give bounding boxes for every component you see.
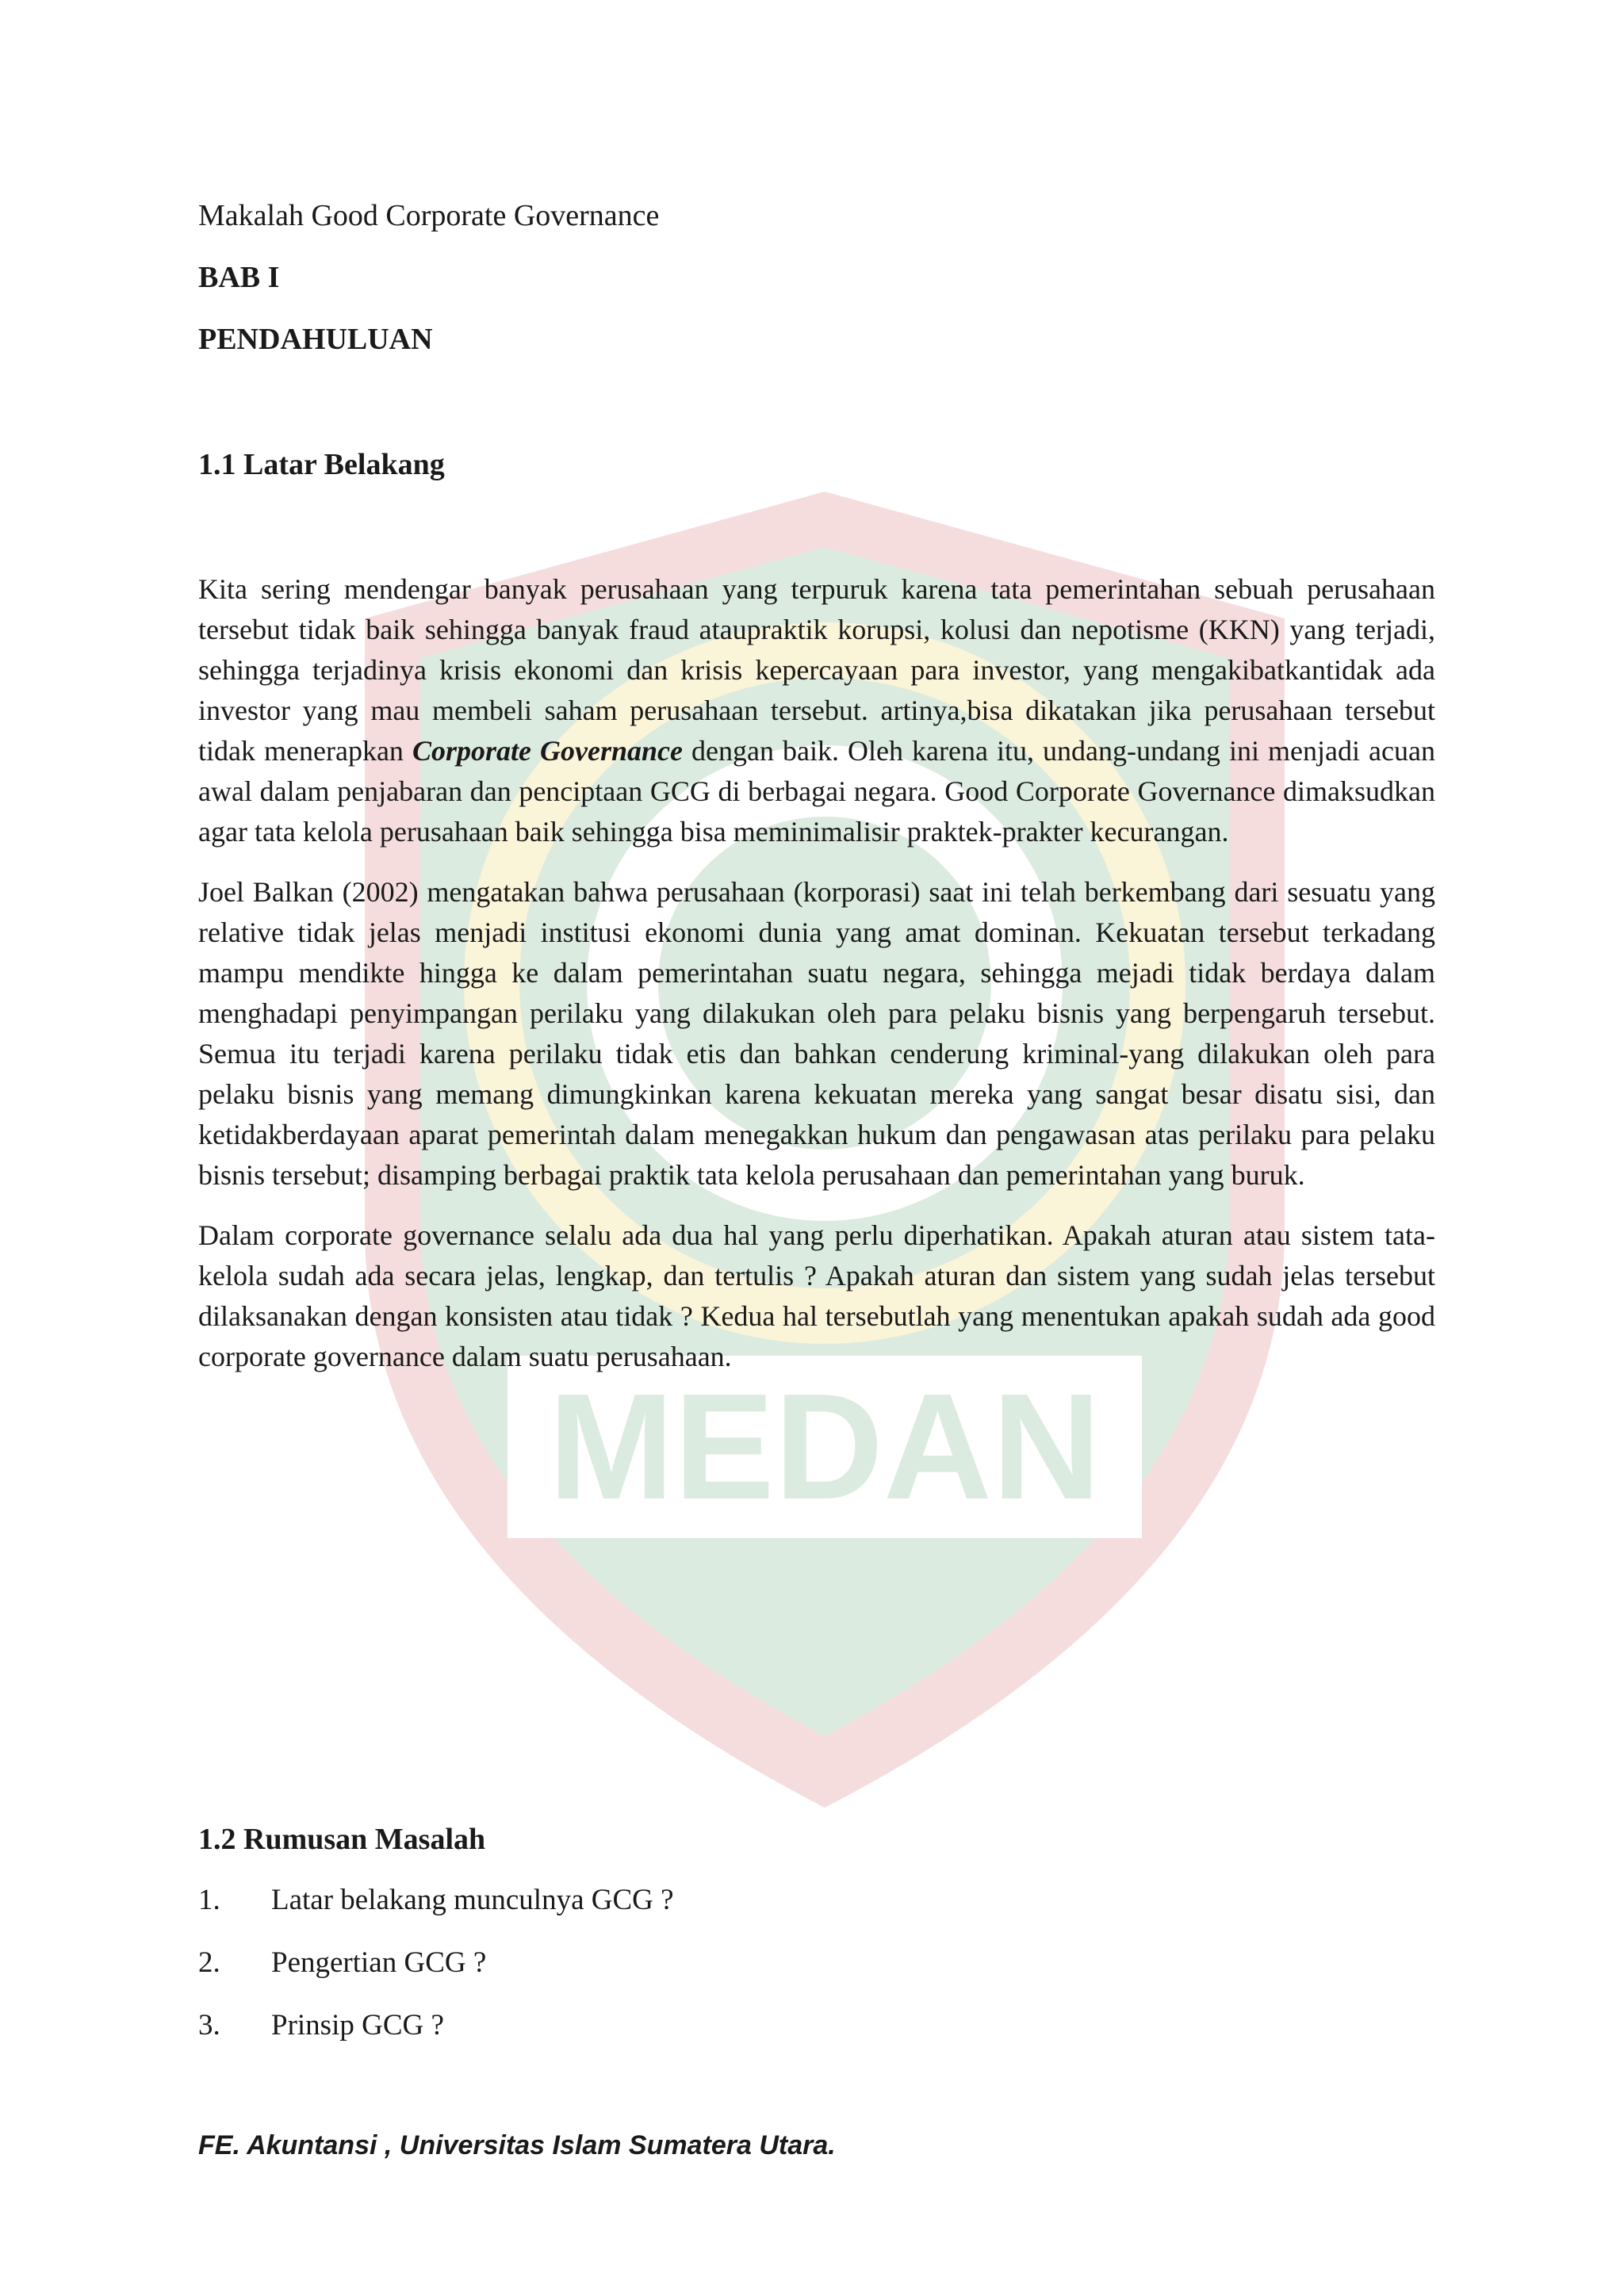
list-item-text: Pengertian GCG ? <box>271 1946 487 1979</box>
list-item-number: 2. <box>198 1946 220 1979</box>
paragraph-background-2: Joel Balkan (2002) mengatakan bahwa perusahaan (korporasi) saat ini telah berkembang dari sesuatu yang relative tidak jelas menjadi institusi ekonomi dunia yang amat dominan. Kekuatan tersebut terkadang mampu mendikte hingga ke dalam pemerintahan suatu negara, sehingga mejadi tidak berdaya dalam menghadapi penyimpangan perilaku yang dilakukan oleh para pelaku bisnis yang berpengaruh tersebut. Semua itu terjadi karena perilaku tidak etis dan bahkan cenderung kriminal-yang dilakukan oleh para pelaku bisnis yang memang dimungkinkan karena kekuatan mereka yang sangat besar disatu sisi, dan ketidakberdayaan aparat pemerintah dalam menegakkan hukum dan pengawasan atas perilaku para pelaku bisnis tersebut; disamping berbagai praktik tata kelola perusahaan dan pemerintahan yang buruk. <box>198 876 1435 1191</box>
list-item-text: Latar belakang munculnya GCG ? <box>271 1884 674 1916</box>
list-item <box>198 1881 674 1944</box>
chapter-title: PENDAHULUAN <box>198 323 433 356</box>
list-item <box>198 1944 674 2007</box>
list-item-number: 3. <box>198 2009 220 2042</box>
list-item <box>198 2007 674 2069</box>
problem-list <box>198 1881 674 2069</box>
section-heading-problem: 1.2 Rumusan Masalah <box>198 1823 486 1856</box>
paragraph-1-text-b: dengan baik. Oleh karena itu, undang-undang ini menjadi acuan awal dalam penjabaran dan penciptaan GCG di berbagai negara. Good Corporate Governance dimaksudkan agar tata kelola perusahaan baik sehingga bisa meminimalisir praktek-prakter kecurangan. <box>198 735 1435 848</box>
paragraph-1-text-a: Kita sering mendengar banyak perusahaan yang terpuruk karena tata pemerintahan sebuah perusahaan tersebut tidak baik sehingga banyak fraud ataupraktik korupsi, kolusi dan nepotisme (KKN) yang terjadi, sehingga terjadinya krisis ekonomi dan krisis kepercayaan para investor, yang mengakibatkantidak ada investor yang mau membeli saham perusahaan tersebut. artinya,bisa dikatakan jika perusahaan tersebut tidak menerapkan <box>198 573 1435 767</box>
document-title: Makalah Good Corporate Governance <box>198 199 660 232</box>
list-item-number: 1. <box>198 1884 220 1916</box>
paragraph-background-3: Dalam corporate governance selalu ada dua hal yang perlu diperhatikan. Apakah aturan atau sistem tata-kelola sudah ada secara jelas, lengkap, dan tertulis ? Apakah aturan dan sistem yang sudah jelas tersebut dilaksanakan dengan konsisten atau tidak ? Kedua hal tersebutlah yang menentukan apakah sudah ada good corporate governance dalam suatu perusahaan. <box>198 1219 1435 1372</box>
page-footer: FE. Akuntansi , Universitas Islam Sumatera Utara. <box>198 2130 836 2160</box>
paragraph-background-1 <box>198 569 1435 852</box>
watermark-text: MEDAN <box>548 1363 1101 1531</box>
section-heading-background: 1.1 Latar Belakang <box>198 448 445 481</box>
main-content <box>198 197 1435 1377</box>
chapter-label: BAB I <box>198 261 280 294</box>
list-item-text: Prinsip GCG ? <box>271 2009 444 2042</box>
logo-banner <box>508 1356 1142 1538</box>
paragraph-1-emphasis: Corporate Governance <box>412 735 683 767</box>
